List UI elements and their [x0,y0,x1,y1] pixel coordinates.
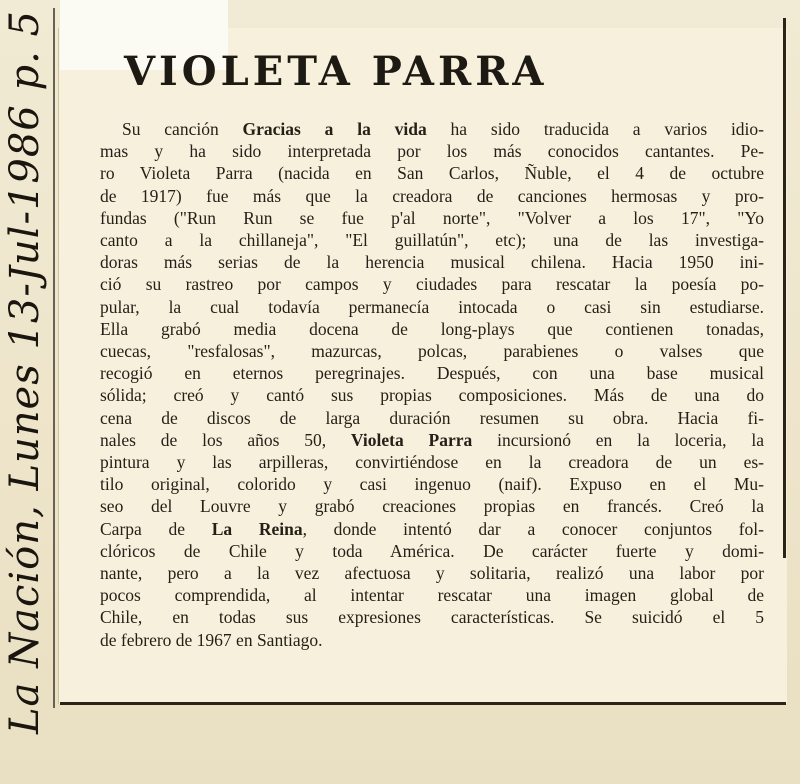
article-line [100,162,764,184]
article-line [100,185,764,207]
article-line [100,429,764,451]
text-run: Su canción [122,119,243,139]
article-line [100,584,764,606]
article-body [100,118,764,651]
article-line [100,518,764,540]
text-run: ció su rastreo por campos y ciudades para rescatar la poesía po- [100,274,764,295]
text-run: incursionó en la loceria, la [472,429,764,450]
bold-text: La Reina [211,518,303,539]
text-run: nales de los años 50, [100,429,351,450]
article-title: VIOLETA PARRA [124,48,548,95]
article-line [100,540,764,562]
text-run: tilo original, colorido y casi ingenuo (naif). Expuso en el Mu- [100,474,764,495]
text-run: fundas ("Run Run se fue p'al norte", "Volver a los 17", "Yo [100,207,764,228]
text-run: recogió en eternos peregrinajes. Después, con una base musical [100,363,764,384]
article-line [100,629,764,651]
bold-text: Violeta Parra [350,429,473,450]
text-run: Ella grabó media docena de long-plays que contienen tonadas, [100,318,764,339]
text-run: seo del Louvre y grabó creaciones propias en francés. Creó la [100,496,764,517]
bold-text: Gracias a la vida [242,119,427,139]
clipping-bottom-border [60,702,786,705]
article-line [100,451,764,473]
text-run: nante, pero a la vez afectuosa y solitaria, realizó una labor por [100,563,764,584]
article-line [100,229,764,251]
text-run: cena de discos de larga duración resumen su obra. Hacia fi- [100,407,764,428]
handwritten-annotation [0,0,70,784]
text-run: ro Violeta Parra (nacida en San Carlos, Ñuble, el 4 de octubre [100,163,764,184]
article-line [100,118,764,140]
article-line [100,140,764,162]
article-line [100,251,764,273]
article-line [100,562,764,584]
article-line [100,606,764,628]
article-line [100,473,764,495]
text-run: clóricos de Chile y toda América. De carácter fuerte y domi- [100,540,764,561]
text-run: mas y ha sido interpretada por los más conocidos cantantes. Pe- [100,141,764,162]
article-line [100,384,764,406]
text-run: Chile, en todas sus expresiones características. Se suicidó el 5 [100,607,764,628]
text-run: , donde intentó dar a conocer conjuntos fol- [302,518,764,539]
text-run: doras más serias de la herencia musical chilena. Hacia 1950 ini- [100,252,764,273]
text-run: pular, la cual todavía permanecía intocada o casi sin estudiarse. [100,296,764,317]
article-line [100,407,764,429]
clipping-right-border [783,18,786,558]
text-run: de febrero de 1967 en Santiago. [100,629,323,650]
text-run: sólida; creó y cantó sus propias composiciones. Más de una do [100,385,764,406]
text-run: Carpa de [100,518,212,539]
handwritten-source-date: La Nación, Lunes 13-Jul-1986 p. 5 [2,10,48,734]
article-line [100,318,764,340]
article-line [100,296,764,318]
article-line [100,273,764,295]
text-run: ha sido traducida a varios idio- [426,119,764,139]
article-line [100,495,764,517]
text-run: pocos comprendida, al intentar rescatar una imagen global de [100,585,764,606]
text-run: de 1917) fue más que la creadora de canciones hermosas y pro- [100,185,764,206]
text-run: cuecas, "resfalosas", mazurcas, polcas, parabienes o valses que [100,341,764,362]
article-line [100,207,764,229]
text-run: pintura y las arpilleras, convirtiéndose en la creadora de un es- [100,452,764,473]
article-line [100,340,764,362]
text-run: canto a la chillaneja", "El guillatún", etc); una de las investiga- [100,230,764,251]
article-line [100,362,764,384]
